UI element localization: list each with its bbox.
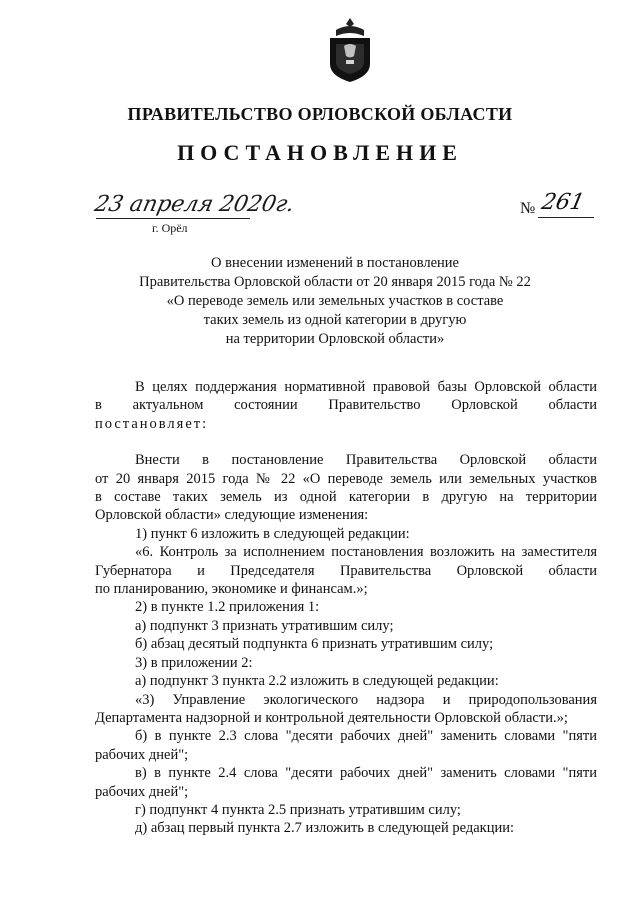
list-item: в) в пункте 2.4 слова "десяти рабочих дней" заменить словами "пяти <box>135 765 597 782</box>
quote-line: «3) Управление экологического надзора и природопользования <box>135 691 597 708</box>
list-item: д) абзац первый пункта 2.7 изложить в следующей редакции: <box>135 820 515 837</box>
number-label: № <box>520 200 536 217</box>
paragraph-line: Орловской области» следующие изменения: <box>95 507 369 524</box>
list-item: рабочих дней"; <box>95 746 189 763</box>
list-item: 2) в пункте 1.2 приложения 1: <box>135 599 320 616</box>
list-item: а) подпункт 3 признать утратившим силу; <box>135 617 394 634</box>
organization-name: ПРАВИТЕЛЬСТВО ОРЛОВСКОЙ ОБЛАСТИ <box>127 104 513 124</box>
number-underline <box>538 217 594 218</box>
city: г. Орёл <box>152 221 188 235</box>
list-item: 3) в приложении 2: <box>135 654 253 671</box>
paragraph-line: от 20 января 2015 года № 22 «О переводе земель или земельных участков <box>95 470 597 487</box>
handwritten-number: 261 <box>539 190 587 215</box>
preamble-resolves: постановляет: <box>95 415 209 432</box>
quote-line: по планированию, экономике и финансам.»; <box>95 581 368 598</box>
title-line: таких земель из одной категории в другую <box>203 312 467 328</box>
date-underline <box>96 218 250 219</box>
quote-line: Департамента надзорной и контрольной деятельности Орловской области.»; <box>95 709 568 726</box>
paragraph-line: в составе таких земель из одной категории в другую на территории <box>95 489 597 506</box>
handwritten-date: 23 апреля 2020г. <box>92 192 297 217</box>
quote-line: Губернатора и Председателя Правительства Орловской области <box>95 562 597 579</box>
list-item: г) подпункт 4 пункта 2.5 признать утратившим силу; <box>135 801 461 818</box>
preamble-line: В целях поддержания нормативной правовой базы Орловской области <box>135 379 597 395</box>
quote-line: «6. Контроль за исполнением постановления возложить на заместителя <box>135 544 597 561</box>
document-type: ПОСТАНОВЛЕНИЕ <box>177 140 463 165</box>
list-item: 1) пункт 6 изложить в следующей редакции: <box>135 525 410 542</box>
list-item: а) подпункт 3 пункта 2.2 изложить в следующей редакции: <box>135 673 499 690</box>
list-item: б) в пункте 2.3 слова "десяти рабочих дней" заменить словами "пяти <box>135 728 597 745</box>
title-line: на территории Орловской области» <box>225 331 445 347</box>
title-line: «О переводе земель или земельных участков в составе <box>166 293 504 309</box>
coat-of-arms-icon <box>324 16 376 84</box>
document-body <box>95 378 597 838</box>
title-line: О внесении изменений в постановление <box>211 255 459 271</box>
list-item: б) абзац десятый подпункта 6 признать утратившим силу; <box>135 636 494 653</box>
list-item: рабочих дней"; <box>95 783 189 800</box>
document-title <box>100 254 570 349</box>
preamble-line: в актуальном состоянии Правительство Орловской области <box>95 397 597 414</box>
paragraph-line: Внести в постановление Правительства Орловской области <box>135 452 597 469</box>
title-line: Правительства Орловской области от 20 января 2015 года № 22 <box>139 274 531 290</box>
